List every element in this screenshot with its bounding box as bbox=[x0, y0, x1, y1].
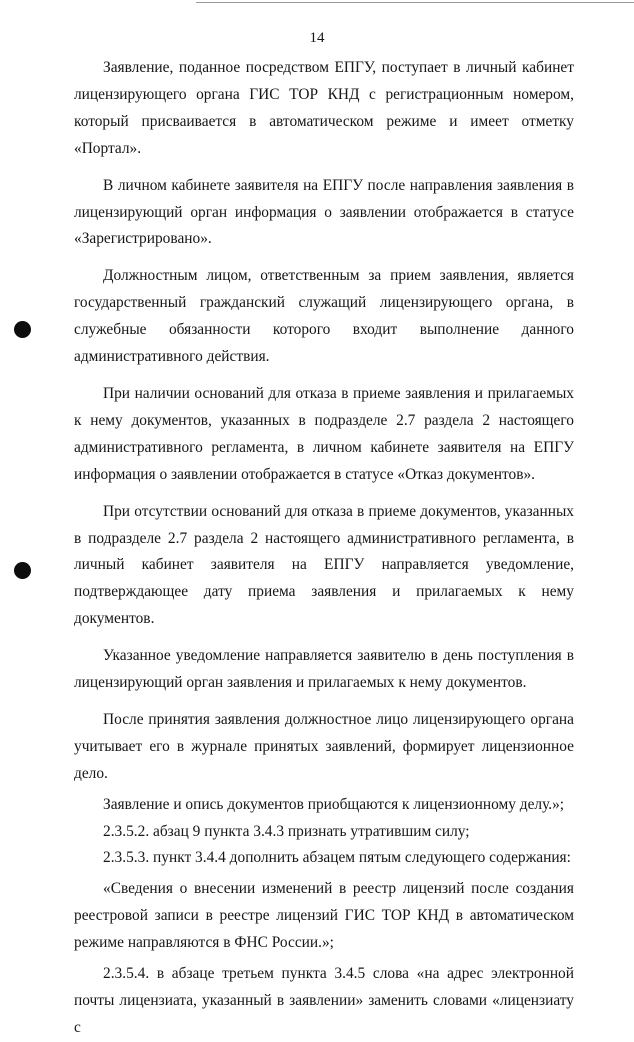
scan-top-edge bbox=[196, 2, 634, 3]
document-body bbox=[74, 55, 574, 1042]
paragraph: В личном кабинете заявителя на ЕПГУ после направления заявления в лицензирующий орган информация о заявлении отображается в статусе «Зарегистрировано». bbox=[74, 176, 574, 248]
paragraph: При наличии оснований для отказа в приеме заявления и прилагаемых к нему документов, указанных в подразделе 2.7 раздела 2 настоящего административного регламента, в личном кабинете заявителя на ЕПГУ информация о заявлении отображается в статусе «Отказ документов». bbox=[74, 384, 574, 483]
paragraph: Указанное уведомление направляется заявителю в день поступления в лицензирующий орган заявления и прилагаемых к нему документов. bbox=[74, 647, 574, 692]
paragraph: Должностным лицом, ответственным за прием заявления, является государственный гражданский служащий лицензирующего органа, в служебные обязанности которого входит выполнение данного административного действия. bbox=[74, 267, 574, 366]
paragraph: Заявление и опись документов приобщаются к лицензионному делу.»; bbox=[103, 795, 565, 813]
paragraph: Заявление, поданное посредством ЕПГУ, поступает в личный кабинет лицензирующего органа ГИС ТОР КНД с регистрационным номером, который присваивается в автоматическом режиме и имеет отметку «Портал». bbox=[74, 59, 574, 157]
paragraph: 2.3.5.4. в абзаце третьем пункта 3.4.5 слова «на адрес электронной почты лицензиата, указанный в заявлении» заменить словами «лицензиату с bbox=[74, 965, 574, 1036]
punch-hole-mark bbox=[14, 562, 31, 579]
paragraph: После принятия заявления должностное лицо лицензирующего органа учитывает его в журнале принятых заявлений, формирует лицензионное дело. bbox=[74, 710, 574, 782]
paragraph: При отсутствии оснований для отказа в приеме документов, указанных в подразделе 2.7 раздела 2 настоящего административного регламента, в личный кабинет заявителя на ЕПГУ направляется уведомление, подтверждающее дату приема заявления и прилагаемых к нему документов. bbox=[74, 502, 574, 628]
paragraph: 2.3.5.3. пункт 3.4.4 дополнить абзацем пятым следующего содержания: bbox=[103, 849, 571, 867]
punch-hole-mark bbox=[14, 321, 31, 338]
paragraph: «Сведения о внесении изменений в реестр лицензий после создания реестровой записи в реестре лицензий ГИС ТОР КНД в автоматическом режиме направляются в ФНС России.»; bbox=[74, 880, 574, 952]
paragraph: 2.3.5.2. абзац 9 пункта 3.4.3 признать утратившим силу; bbox=[103, 822, 470, 840]
page-number: 14 bbox=[309, 30, 325, 46]
